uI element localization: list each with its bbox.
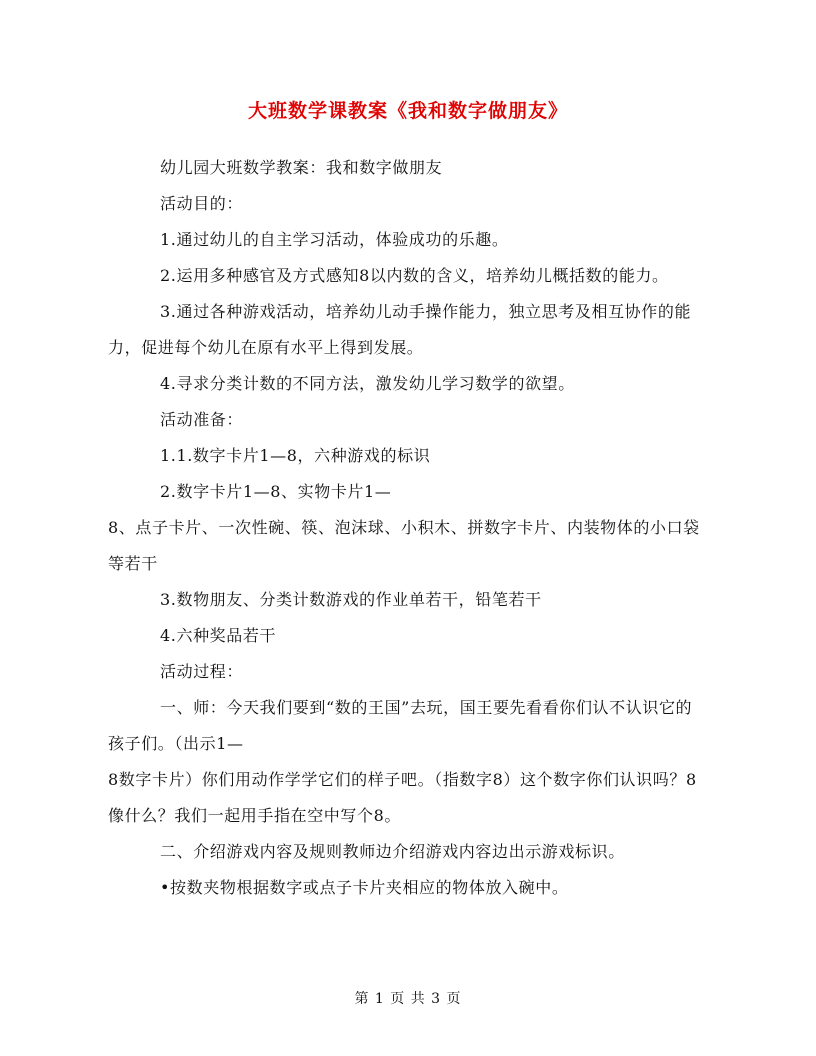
paragraph: •按数夹物根据数字或点子卡片夹相应的物体放入碗中。 bbox=[160, 878, 569, 897]
paragraph: 1.通过幼儿的自主学习活动，体验成功的乐趣。 bbox=[160, 230, 509, 249]
paragraph: 活动准备： bbox=[160, 410, 244, 429]
paragraph: 3.数物朋友、分类计数游戏的作业单若干，铅笔若干 bbox=[160, 590, 542, 609]
paragraph: 2.数字卡片1—8、实物卡片1— bbox=[160, 482, 392, 501]
paragraph: 活动过程： bbox=[160, 662, 244, 681]
paragraph: 活动目的： bbox=[160, 194, 244, 213]
paragraph: 8、点子卡片、一次性碗、筷、泡沫球、小积木、拼数字卡片、内装物体的小口袋等若干 bbox=[108, 518, 700, 573]
paragraph: 幼儿园大班数学教案：我和数字做朋友 bbox=[160, 158, 443, 177]
paragraph: 一、师：今天我们要到“数的王国”去玩，国王要先看看你们认不认识它的孩子们。（出示1— bbox=[108, 698, 693, 753]
paragraph: 2.运用多种感官及方式感知8以内数的含义，培养幼儿概括数的能力。 bbox=[160, 266, 669, 285]
paragraph: 4.寻求分类计数的不同方法，激发幼儿学习数学的欲望。 bbox=[160, 374, 575, 393]
paragraph: 1.1.数字卡片1—8，六种游戏的标识 bbox=[160, 446, 431, 465]
paragraph: 4.六种奖品若干 bbox=[160, 626, 277, 645]
paragraph: 二、介绍游戏内容及规则教师边介绍游戏内容边出示游戏标识。 bbox=[160, 842, 625, 861]
paragraph: 3.通过各种游戏活动，培养幼儿动手操作能力，独立思考及相互协作的能力，促进每个幼儿在原有水平上得到发展。 bbox=[108, 302, 692, 357]
page-number-footer: 第 1 页 共 3 页 bbox=[354, 991, 462, 1007]
document-body bbox=[108, 150, 700, 906]
document-title: 大班数学课教案《我和数字做朋友》 bbox=[247, 100, 568, 122]
paragraph: 8数字卡片）你们用动作学学它们的样子吧。（指数字8）这个数字你们认识吗？8像什么？我们一起用手指在空中写个8。 bbox=[108, 770, 697, 825]
